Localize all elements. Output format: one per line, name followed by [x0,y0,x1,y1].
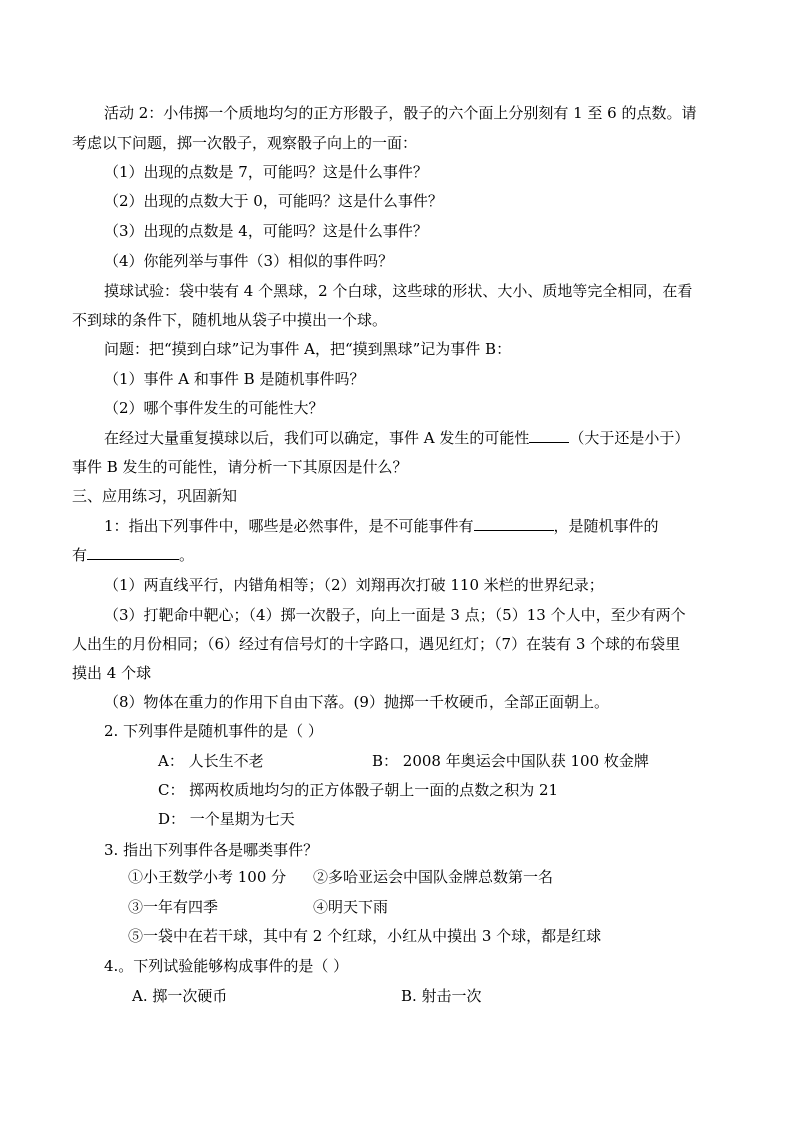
answer-blank[interactable] [87,545,179,560]
ball-experiment-problem: 问题：把“摸到白球”记为事件 A，把“摸到黑球”记为事件 B： [104,340,512,358]
exercise-3-item-2: ②多哈亚运会中国队金牌总数第一名 [313,868,554,886]
exercise-3-item-3: ③一年有四季 [128,898,219,916]
conclusion-text-b: （大于还是小于） [569,429,690,447]
activity2-question-1: （1）出现的点数是 7，可能吗？这是什么事件？ [104,163,428,181]
ball-experiment-conclusion-2: 事件 B 发生的可能性，请分析一下其原因是什么？ [72,458,408,476]
exercise-3-stem: 3. 指出下列事件各是哪类事件？ [104,841,319,859]
exercise-3-item-4: ④明天下雨 [313,898,389,916]
exercise-2-stem: 2. 下列事件是随机事件的是（ ） [104,722,323,740]
answer-blank[interactable] [474,516,554,531]
exercise-1-text-d: 。 [179,546,195,564]
exercise-1-items-1: （1）两直线平行，内错角相等；（2）刘翔再次打破 110 米栏的世界纪录； [104,576,604,594]
answer-blank[interactable] [529,428,569,443]
exercise-2-option-a: A： 人长生不老 [158,752,264,770]
activity2-question-3: （3）出现的点数是 4，可能吗？这是什么事件？ [104,222,428,240]
conclusion-text-a: 在经过大量重复摸球以后，我们可以确定，事件 A 发生的可能性 [104,429,530,447]
activity2-question-4: （4）你能列举与事件（3）相似的事件吗？ [104,252,394,270]
exercise-1-items-5: （8）物体在重力的作用下自由下落。(9）抛掷一千枚硬币，全部正面朝上。 [104,693,609,711]
exercise-1-stem [104,516,659,536]
exercise-1-text-a: 1：指出下列事件中，哪些是必然事件，是不可能事件有 [104,517,474,535]
exercise-4-option-b: B. 射击一次 [401,987,482,1005]
exercise-2-option-b: B： 2008 年奥运会中国队获 100 枚金牌 [372,752,649,770]
ball-experiment-question-1: （1）事件 A 和事件 B 是随机事件吗？ [104,370,365,388]
exercise-2-option-d: D： 一个星期为七天 [158,810,295,828]
exercise-4-option-a: A. 掷一次硬币 [132,987,228,1005]
ball-experiment-conclusion [104,428,689,448]
exercise-1-items-2: （3）打靶命中靶心；（4）掷一次骰子，向上一面是 3 点；（5）13 个人中，至少有两个 [104,606,686,624]
exercise-1-items-3: 人出生的月份相同；（6）经过有信号灯的十字路口，遇见红灯；（7）在装有 3 个球的布袋里 [72,635,681,653]
ball-experiment-question-2: （2）哪个事件发生的可能性大？ [104,399,324,417]
exercise-3-item-1: ①小王数学小考 100 分 [128,868,287,886]
exercise-1-items-4: 摸出 4 个球 [72,664,152,682]
activity2-line2: 考虑以下问题，掷一次骰子，观察骰子向上的一面： [72,134,418,152]
activity2-line1: 活动 2：小伟掷一个质地均匀的正方形骰子，骰子的六个面上分别刻有 1 至 6 的点数。请 [104,104,697,122]
exercise-4-stem: 4.。下列试验能够构成事件的是（ ） [104,957,349,975]
ball-experiment-line1: 摸球试验：袋中装有 4 个黑球，2 个白球，这些球的形状、大小、质地等完全相同，在看 [104,282,693,300]
exercise-1-stem-2 [72,545,194,565]
section-heading: 三、应用练习，巩固新知 [72,487,238,505]
ball-experiment-line2: 不到球的条件下，随机地从袋子中摸出一个球。 [72,311,388,329]
exercise-3-item-5: ⑤一袋中在若干球，其中有 2 个红球，小红从中摸出 3 个球，都是红球 [128,927,602,945]
exercise-1-text-c: 有 [72,546,88,564]
exercise-1-text-b: ，是随机事件的 [553,517,659,535]
exercise-2-option-c: C： 掷两枚质地均匀的正方体骰子朝上一面的点数之积为 21 [158,781,559,799]
activity2-question-2: （2）出现的点数大于 0，可能吗？这是什么事件？ [104,192,443,210]
